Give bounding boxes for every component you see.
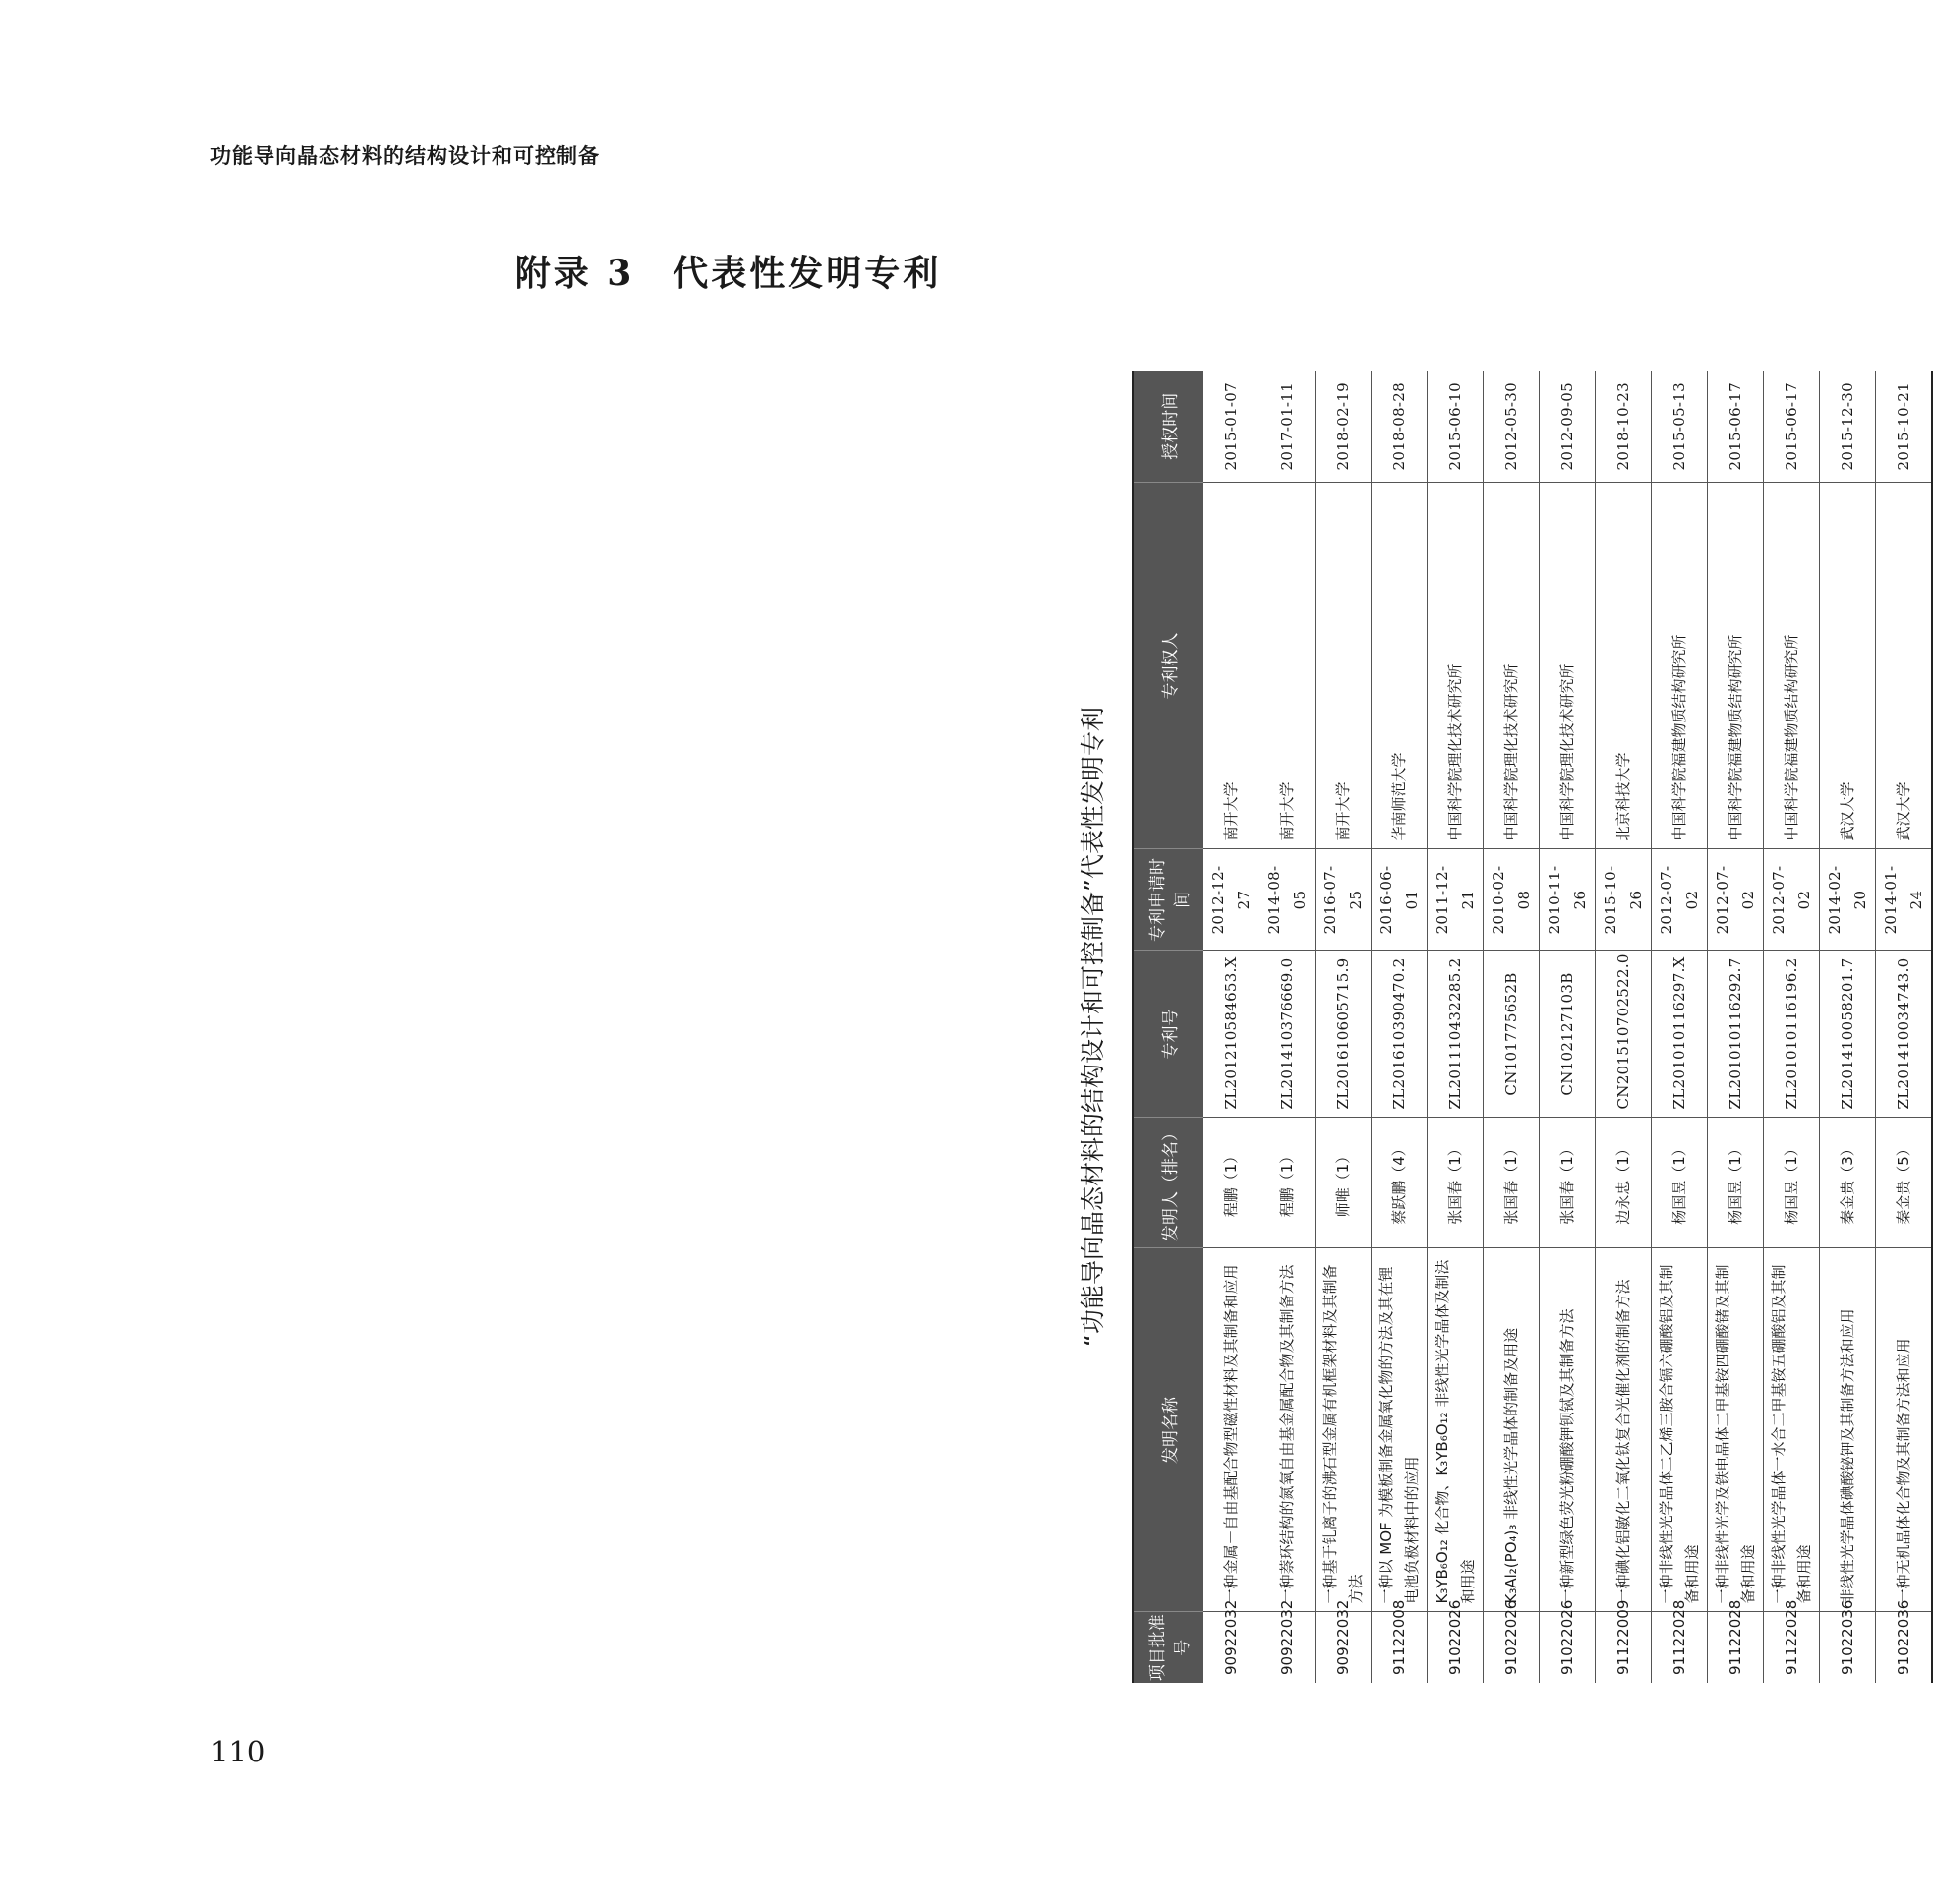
cell-invention-name: 一种基于钆离子的沸石型金属有机框架材料及其制备方法 [1316,1248,1372,1612]
table-row [1259,371,1316,1683]
cell-auth-date: 2012-09-05 [1540,371,1596,483]
cell-inventor: 秦金贵（5） [1876,1118,1933,1248]
cell-auth-date: 2017-01-11 [1259,371,1316,483]
cell-apply-date: 2014-01-24 [1876,849,1933,951]
cell-owner: 中国科学院理化技术研究所 [1428,483,1484,849]
table-row [1540,371,1596,1683]
cell-owner: 中国科学院福建物质结构研究所 [1652,483,1708,849]
cell-auth-date: 2015-12-30 [1820,371,1876,483]
header-grant-no: 项目批准号 [1133,1612,1203,1683]
cell-patent-no: ZL201410376669.0 [1259,951,1316,1118]
header-owner: 专利权人 [1133,483,1203,849]
table-row [1876,371,1933,1683]
table-row [1652,371,1708,1683]
header-inventor: 发明人（排名） [1133,1118,1203,1248]
cell-auth-date: 2018-08-28 [1372,371,1428,483]
cell-invention-name: 一种萘环结构的氮氧自由基金属配合物及其制备方法 [1259,1248,1316,1612]
table-row [1372,371,1428,1683]
cell-apply-date: 2016-07-25 [1316,849,1372,951]
cell-inventor: 张国春（1） [1540,1118,1596,1248]
cell-owner: 南开大学 [1316,483,1372,849]
cell-apply-date: 2012-07-02 [1764,849,1820,951]
cell-patent-no: ZL201010116196.2 [1764,951,1820,1118]
cell-apply-date: 2011-12-21 [1428,849,1484,951]
cell-patent-no: CN102127103B [1540,951,1596,1118]
header-auth-date: 授权时间 [1133,371,1203,483]
cell-grant-no: 91022036 [1820,1612,1876,1683]
cell-apply-date: 2014-02-20 [1820,849,1876,951]
cell-inventor: 程鹏（1） [1259,1118,1316,1248]
cell-apply-date: 2010-02-08 [1484,849,1540,951]
cell-grant-no: 90922032 [1316,1612,1372,1683]
appendix-title: 附录 3 代表性发明专利 [514,253,942,294]
cell-grant-no: 91022026 [1428,1612,1484,1683]
cell-owner: 中国科学院理化技术研究所 [1540,483,1596,849]
cell-owner: 中国科学院福建物质结构研究所 [1708,483,1764,849]
table-row [1203,371,1259,1683]
cell-grant-no: 91122028 [1764,1612,1820,1683]
cell-auth-date: 2015-01-07 [1203,371,1259,483]
cell-auth-date: 2018-02-19 [1316,371,1372,483]
cell-patent-no: ZL201010116292.7 [1708,951,1764,1118]
cell-auth-date: 2015-06-10 [1428,371,1484,483]
cell-apply-date: 2010-11-26 [1540,849,1596,951]
header-apply-date: 专利申请时间 [1133,849,1203,951]
table-row [1596,371,1652,1683]
cell-invention-name: 一种金属－自由基配合物型磁性材料及其制备和应用 [1203,1248,1259,1612]
cell-invention-name: 一种无机晶体化合物及其制备方法和应用 [1876,1248,1933,1612]
cell-grant-no: 90922032 [1203,1612,1259,1683]
cell-owner: 中国科学院理化技术研究所 [1484,483,1540,849]
cell-grant-no: 91122028 [1652,1612,1708,1683]
patent-table [1132,371,1933,1683]
rotated-table-block [1069,371,1925,1683]
cell-grant-no: 91122008 [1372,1612,1428,1683]
cell-patent-no: CN201510702522.0 [1596,951,1652,1118]
cell-grant-no: 91022026 [1484,1612,1540,1683]
cell-apply-date: 2014-08-05 [1259,849,1316,951]
cell-auth-date: 2015-05-13 [1652,371,1708,483]
table-row [1708,371,1764,1683]
cell-invention-name: 一种非线性光学晶体二乙烯三胺合镉六硼酸铝及其制备和用途 [1652,1248,1708,1612]
header-invention-name: 发明名称 [1133,1248,1203,1612]
cell-auth-date: 2012-05-30 [1484,371,1540,483]
cell-owner: 武汉大学 [1876,483,1933,849]
cell-inventor: 杨国昱（1） [1764,1118,1820,1248]
table-row [1820,371,1876,1683]
running-head: 功能导向晶态材料的结构设计和可控制备 [210,144,600,168]
cell-grant-no: 91122028 [1708,1612,1764,1683]
cell-apply-date: 2012-07-02 [1652,849,1708,951]
cell-owner: 中国科学院福建物质结构研究所 [1764,483,1820,849]
cell-apply-date: 2015-10-26 [1596,849,1652,951]
cell-invention-name: 一种碘化铝敏化二氧化钛复合光催化剂的制备方法 [1596,1248,1652,1612]
cell-patent-no: CN101775652B [1484,951,1540,1118]
cell-inventor: 秦金贵（3） [1820,1118,1876,1248]
cell-patent-no: ZL201410034743.0 [1876,951,1933,1118]
cell-patent-no: ZL201010116297.X [1652,951,1708,1118]
cell-grant-no: 91022026 [1540,1612,1596,1683]
cell-apply-date: 2012-12-27 [1203,849,1259,951]
cell-patent-no: ZL201610390470.2 [1372,951,1428,1118]
cell-owner: 武汉大学 [1820,483,1876,849]
header-patent-no: 专利号 [1133,951,1203,1118]
cell-inventor: 杨国昱（1） [1652,1118,1708,1248]
cell-owner: 华南师范大学 [1372,483,1428,849]
cell-auth-date: 2015-06-17 [1708,371,1764,483]
cell-patent-no: ZL201610605715.9 [1316,951,1372,1118]
cell-auth-date: 2018-10-23 [1596,371,1652,483]
cell-invention-name: 非线性光学晶体碘酸铋钾及其制备方法和应用 [1820,1248,1876,1612]
cell-auth-date: 2015-06-17 [1764,371,1820,483]
table-header-row [1133,371,1203,1683]
cell-inventor: 张国春（1） [1484,1118,1540,1248]
table-row [1316,371,1372,1683]
page-number: 110 [210,1735,265,1768]
cell-invention-name: K₃Al₂(PO₄)₃ 非线性光学晶体的制备及用途 [1484,1248,1540,1612]
cell-grant-no: 91022036 [1876,1612,1933,1683]
cell-apply-date: 2016-06-01 [1372,849,1428,951]
cell-patent-no: ZL201210584653.X [1203,951,1259,1118]
table-row [1484,371,1540,1683]
table-row [1764,371,1820,1683]
cell-inventor: 张国春（1） [1428,1118,1484,1248]
cell-invention-name: 一种非线性光学及铁电晶体二甲基铵四硼酸锗及其制备和用途 [1708,1248,1764,1612]
cell-inventor: 杨国昱（1） [1708,1118,1764,1248]
cell-inventor: 程鹏（1） [1203,1118,1259,1248]
cell-owner: 北京科技大学 [1596,483,1652,849]
cell-invention-name: 一种新型绿色荧光粉硼酸钾钡铽及其制备方法 [1540,1248,1596,1612]
cell-inventor: 边永忠（1） [1596,1118,1652,1248]
cell-auth-date: 2015-10-21 [1876,371,1933,483]
cell-owner: 南开大学 [1259,483,1316,849]
cell-invention-name: 一种非线性光学晶体一水合二甲基铵五硼酸铝及其制备和用途 [1764,1248,1820,1612]
cell-invention-name: 一种以 MOF 为模板制备金属氧化物的方法及其在锂电池负极材料中的应用 [1372,1248,1428,1612]
cell-inventor: 蔡跃鹏（4） [1372,1118,1428,1248]
cell-invention-name: K₃YB₆O₁₂ 化合物、K₃YB₆O₁₂ 非线性光学晶体及制法和用途 [1428,1248,1484,1612]
cell-grant-no: 90922032 [1259,1612,1316,1683]
cell-owner: 南开大学 [1203,483,1259,849]
table-caption: “功能导向晶态材料的结构设计和可控制备”代表性发明专利 [1079,707,1107,1347]
cell-patent-no: ZL201410058201.7 [1820,951,1876,1118]
cell-apply-date: 2012-07-02 [1708,849,1764,951]
cell-grant-no: 91122009 [1596,1612,1652,1683]
cell-inventor: 师唯（1） [1316,1118,1372,1248]
cell-patent-no: ZL201110432285.2 [1428,951,1484,1118]
table-row [1428,371,1484,1683]
